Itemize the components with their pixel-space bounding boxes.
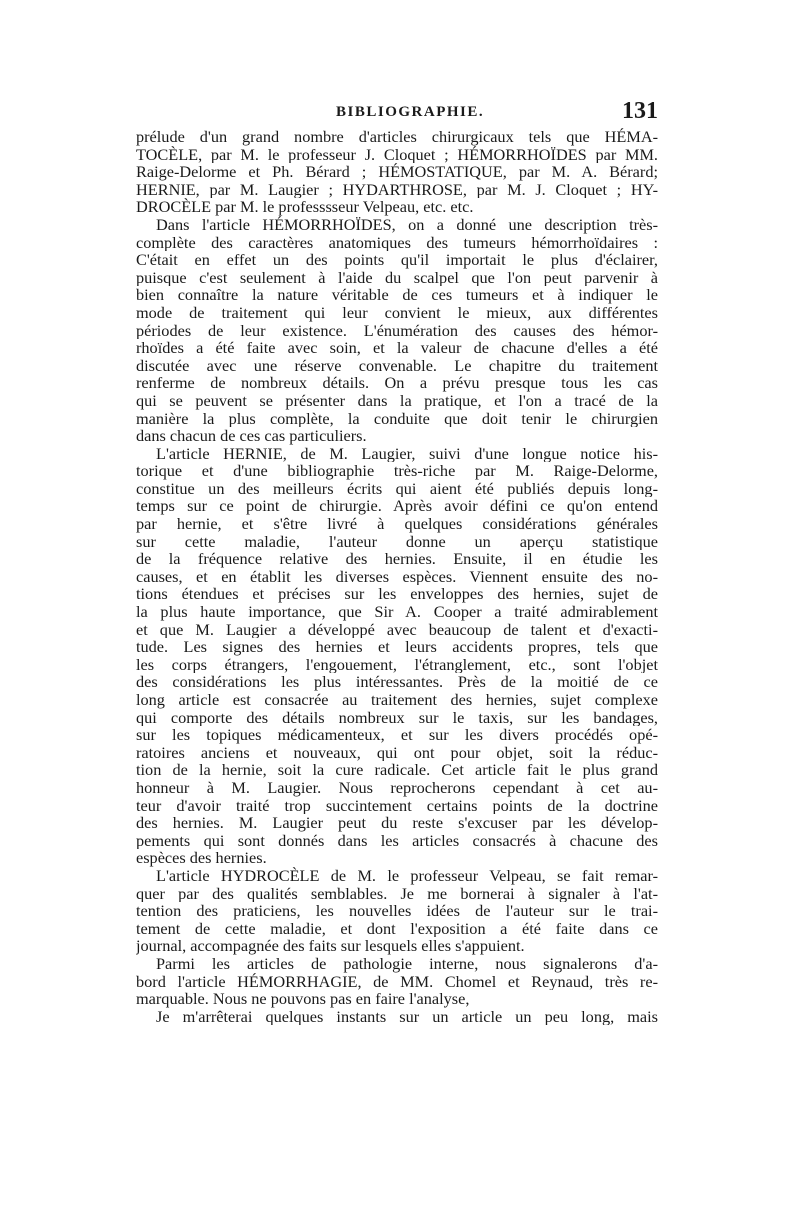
text-line: tion de la hernie, soit la cure radicale. Cet article fait le plus grand xyxy=(136,761,658,779)
text-line: la plus haute importance, que Sir A. Cooper a traité admirablement xyxy=(136,603,658,621)
text-line: tention des praticiens, les nouvelles idées de l'auteur sur le trai- xyxy=(136,902,658,920)
text-line: ratoires anciens et nouveaux, qui ont pour objet, soit la réduc- xyxy=(136,743,658,762)
text-line: dans chacun de ces cas particuliers. xyxy=(136,427,367,445)
running-head-title: BIBLIOGRAPHIE. xyxy=(336,104,485,120)
text-line: DROCÈLE par M. le professsseur Velpeau, etc. etc. xyxy=(136,198,474,216)
text-line: espèces des hernies. xyxy=(136,849,267,867)
text-line: tions étendues et précises sur les enveloppes des hernies, sujet de xyxy=(136,585,658,604)
text-line: Je m'arrêterai quelques instants sur un article un peu long, mais xyxy=(156,1007,658,1026)
text-line: bord l'article HÉMORRHAGIE, de MM. Chomel et Reynaud, très re- xyxy=(136,972,658,991)
text-line: les corps étrangers, l'engouement, l'étranglement, etc., sont l'objet xyxy=(136,655,658,674)
text-line: journal, accompagnée des faits sur lesquels elles s'appuient. xyxy=(136,937,525,955)
text-line: bien connaître la nature véritable de ces tumeurs et à indiquer le xyxy=(136,286,658,304)
text-line: des hernies. M. Laugier peut du reste s'excuser par les dévelop- xyxy=(136,814,658,832)
text-line: HERNIE, par M. Laugier ; HYDARTHROSE, par M. J. Cloquet ; HY- xyxy=(136,180,658,199)
text-line: des considérations les plus intéressantes. Près de la moitié de ce xyxy=(136,673,658,691)
text-line: L'article HYDROCÈLE de M. le professeur Velpeau, se fait remar- xyxy=(156,866,658,885)
text-line: rhoïdes a été faite avec soin, et la valeur de chacune d'elles a été xyxy=(136,339,658,357)
text-line: mode de traitement qui leur convient le mieux, aux différentes xyxy=(136,303,658,322)
text-line: marquable. Nous ne pouvons pas en faire l'analyse, xyxy=(136,990,470,1008)
text-line: teur d'avoir traité trop succintement certains points de la doctrine xyxy=(136,796,658,815)
text-line: qui se peuvent se présenter dans la pratique, et l'on a tracé de la xyxy=(136,391,658,410)
text-line: par hernie, et s'être livré à quelques considérations générales xyxy=(136,515,658,533)
text-line: de la fréquence relative des hernies. Ensuite, il en étudie les xyxy=(136,550,658,568)
text-line: constitue un des meilleurs écrits qui aient été publiés depuis long- xyxy=(136,479,658,498)
body-text xyxy=(136,128,658,1025)
text-line: honneur à M. Laugier. Nous reprocherons cependant à cet au- xyxy=(136,778,658,797)
running-head xyxy=(136,98,658,128)
text-line: C'était en effet un des points qu'il importait le plus d'éclairer, xyxy=(136,251,658,269)
text-line: puisque c'est seulement à l'aide du scalpel que l'on peut parvenir à xyxy=(136,268,658,287)
text-line: sur cette maladie, l'auteur donne un aperçu statistique xyxy=(136,532,658,551)
text-line: pements qui sont donnés dans les articles consacrés à chacune des xyxy=(136,831,658,850)
text-line: et que M. Laugier a développé avec beaucoup de talent et d'exacti- xyxy=(136,620,658,639)
text-line: quer par des qualités semblables. Je me bornerai à signaler à l'at- xyxy=(136,884,658,903)
page-number: 131 xyxy=(622,98,658,124)
text-line: renferme de nombreux détails. On a prévu presque tous les cas xyxy=(136,374,658,392)
text-line: sur les topiques médicamenteux, et sur les divers procédés opé- xyxy=(136,726,658,744)
text-line: prélude d'un grand nombre d'articles chirurgicaux tels que HÉMA- xyxy=(136,128,658,146)
text-line: torique et d'une bibliographie très-riche par M. Raige-Delorme, xyxy=(136,462,658,480)
text-line: L'article HERNIE, de M. Laugier, suivi d'une longue notice his- xyxy=(156,444,658,463)
text-line: Parmi les articles de pathologie interne, nous signalerons d'a- xyxy=(156,954,658,973)
text-line: causes, et en établit les diverses espèces. Viennent ensuite des no- xyxy=(136,567,658,586)
text-line: discutée avec une réserve convenable. Le chapitre du traitement xyxy=(136,356,658,375)
text-line: TOCÈLE, par M. le professeur J. Cloquet ; HÉMORRHOÏDES par MM. xyxy=(136,145,658,164)
text-line: complète des caractères anatomiques des tumeurs hémorrhoïdaires : xyxy=(136,233,658,252)
text-line: tude. Les signes des hernies et leurs accidents propres, tels que xyxy=(136,638,658,656)
text-line: long article est consacrée au traitement des hernies, sujet complexe xyxy=(136,691,658,709)
text-line: périodes de leur existence. L'énumération des causes des hémor- xyxy=(136,321,658,340)
text-line: Raige-Delorme et Ph. Bérard ; HÉMOSTATIQUE, par M. A. Bérard; xyxy=(136,163,658,181)
text-line: temps sur ce point de chirurgie. Après avoir défini ce qu'on entend xyxy=(136,497,658,516)
text-line: Dans l'article HÉMORRHOÏDES, on a donné une description très- xyxy=(156,215,658,234)
text-line: qui comporte des détails nombreux sur le taxis, sur les bandages, xyxy=(136,708,658,727)
text-line: tement de cette maladie, et dont l'exposition a été faite dans ce xyxy=(136,919,658,938)
text-line: manière la plus complète, la conduite que doit tenir le chirurgien xyxy=(136,409,658,428)
